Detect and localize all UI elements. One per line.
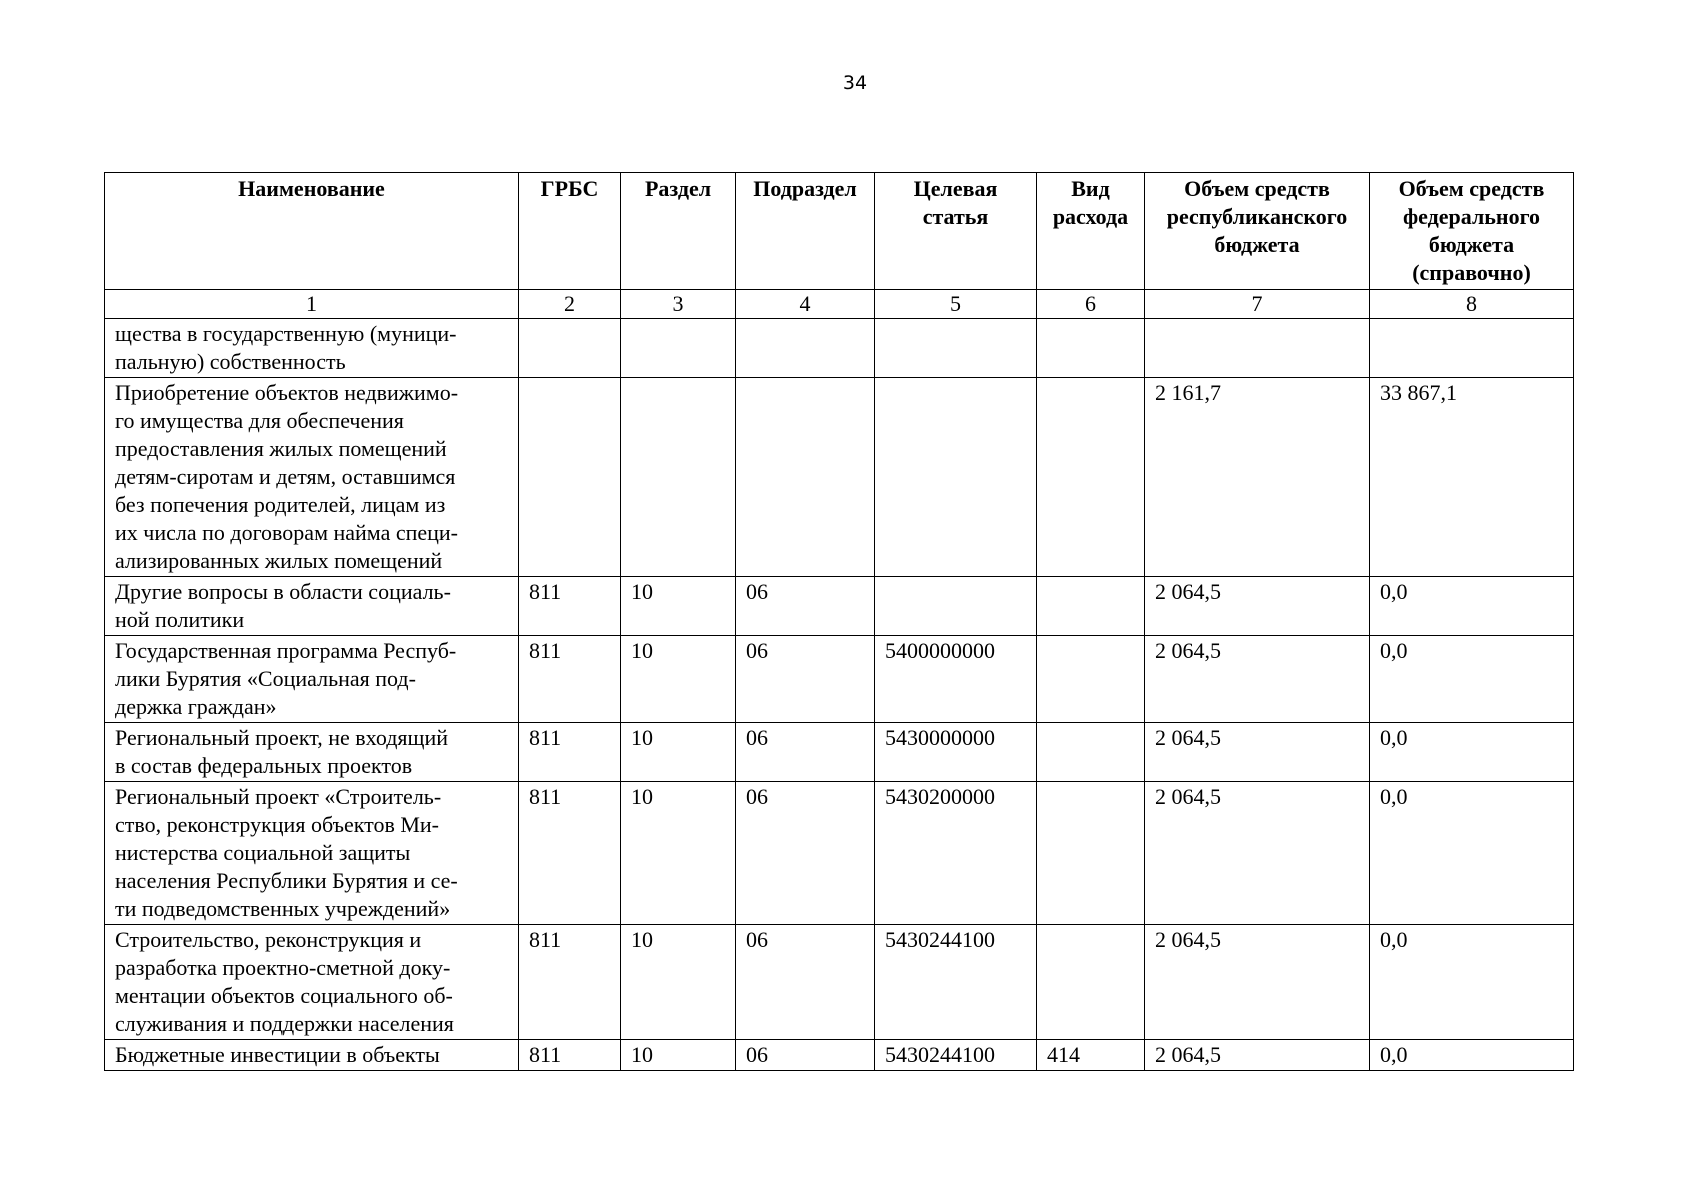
row-name-cell: Региональный проект, не входящий в состав федеральных проектов — [105, 723, 519, 782]
header-celevaya-statya: Целевая статья — [875, 173, 1037, 290]
table-row — [105, 319, 1574, 378]
row-podrazdel-cell: 06 — [736, 636, 875, 723]
row-vid-cell — [1037, 636, 1145, 723]
row-vid-cell — [1037, 925, 1145, 1040]
table-row — [105, 577, 1574, 636]
row-vid-cell — [1037, 782, 1145, 925]
row-razdel-cell: 10 — [621, 782, 736, 925]
row-rep-budget-cell: 2 064,5 — [1145, 577, 1370, 636]
row-vid-cell — [1037, 319, 1145, 378]
row-razdel-cell: 10 — [621, 723, 736, 782]
table-row — [105, 782, 1574, 925]
row-rep-budget-cell: 2 064,5 — [1145, 723, 1370, 782]
row-fed-budget-cell — [1370, 319, 1574, 378]
row-vid-cell — [1037, 723, 1145, 782]
row-celevaya-cell: 5400000000 — [875, 636, 1037, 723]
row-name-cell: Другие вопросы в области социаль- ной политики — [105, 577, 519, 636]
row-grbs-cell: 811 — [519, 636, 621, 723]
row-rep-budget-cell: 2 064,5 — [1145, 636, 1370, 723]
column-number: 1 — [105, 290, 519, 319]
row-podrazdel-cell: 06 — [736, 925, 875, 1040]
table-row — [105, 1040, 1574, 1071]
header-name: Наименование — [105, 173, 519, 290]
column-numbers-row — [105, 290, 1574, 319]
row-razdel-cell: 10 — [621, 1040, 736, 1071]
header-podrazdel: Подраздел — [736, 173, 875, 290]
row-celevaya-cell — [875, 577, 1037, 636]
row-rep-budget-cell: 2 064,5 — [1145, 925, 1370, 1040]
row-fed-budget-cell: 0,0 — [1370, 1040, 1574, 1071]
row-razdel-cell: 10 — [621, 636, 736, 723]
column-number: 8 — [1370, 290, 1574, 319]
row-vid-cell — [1037, 378, 1145, 577]
row-celevaya-cell — [875, 378, 1037, 577]
row-razdel-cell — [621, 378, 736, 577]
header-rep-budget: Объем средств республиканского бюджета — [1145, 173, 1370, 290]
row-celevaya-cell: 5430244100 — [875, 1040, 1037, 1071]
header-vid-raskhoda: Вид расхода — [1037, 173, 1145, 290]
row-celevaya-cell: 5430200000 — [875, 782, 1037, 925]
row-razdel-cell: 10 — [621, 925, 736, 1040]
row-rep-budget-cell: 2 161,7 — [1145, 378, 1370, 577]
row-podrazdel-cell — [736, 319, 875, 378]
table-row — [105, 636, 1574, 723]
row-celevaya-cell — [875, 319, 1037, 378]
row-name-cell: Приобретение объектов недвижимо- го имущества для обеспечения предоставления жилых помещений детям-сиротам и детям, оставшимся без попечения родителей, лицам из их числа по договорам найма специ- ализированных жилых помещений — [105, 378, 519, 577]
row-grbs-cell: 811 — [519, 723, 621, 782]
row-grbs-cell: 811 — [519, 782, 621, 925]
row-vid-cell: 414 — [1037, 1040, 1145, 1071]
row-podrazdel-cell: 06 — [736, 782, 875, 925]
row-fed-budget-cell: 0,0 — [1370, 782, 1574, 925]
header-row — [105, 173, 1574, 290]
row-rep-budget-cell: 2 064,5 — [1145, 782, 1370, 925]
row-fed-budget-cell: 0,0 — [1370, 577, 1574, 636]
row-razdel-cell: 10 — [621, 577, 736, 636]
header-grbs: ГРБС — [519, 173, 621, 290]
row-podrazdel-cell: 06 — [736, 1040, 875, 1071]
row-podrazdel-cell: 06 — [736, 723, 875, 782]
row-name-cell: Строительство, реконструкция и разработка проектно-сметной доку- ментации объектов социального об- служивания и поддержки населения — [105, 925, 519, 1040]
row-name-cell: Государственная программа Респуб- лики Бурятия «Социальная под- держка граждан» — [105, 636, 519, 723]
header-razdel: Раздел — [621, 173, 736, 290]
row-podrazdel-cell — [736, 378, 875, 577]
budget-table — [104, 172, 1574, 1071]
table-row — [105, 925, 1574, 1040]
column-number: 6 — [1037, 290, 1145, 319]
row-grbs-cell: 811 — [519, 1040, 621, 1071]
row-fed-budget-cell: 0,0 — [1370, 636, 1574, 723]
row-rep-budget-cell — [1145, 319, 1370, 378]
header-fed-budget: Объем средств федерального бюджета (справочно) — [1370, 173, 1574, 290]
column-number: 4 — [736, 290, 875, 319]
row-celevaya-cell: 5430000000 — [875, 723, 1037, 782]
row-razdel-cell — [621, 319, 736, 378]
row-fed-budget-cell: 0,0 — [1370, 925, 1574, 1040]
row-vid-cell — [1037, 577, 1145, 636]
row-name-cell: щества в государственную (муници- пальную) собственность — [105, 319, 519, 378]
row-fed-budget-cell: 33 867,1 — [1370, 378, 1574, 577]
column-number: 3 — [621, 290, 736, 319]
row-fed-budget-cell: 0,0 — [1370, 723, 1574, 782]
row-grbs-cell — [519, 378, 621, 577]
row-celevaya-cell: 5430244100 — [875, 925, 1037, 1040]
row-name-cell: Региональный проект «Строитель- ство, реконструкция объектов Ми- нистерства социальной защиты населения Республики Бурятия и се- ти подведомственных учреждений» — [105, 782, 519, 925]
table-row — [105, 378, 1574, 577]
row-podrazdel-cell: 06 — [736, 577, 875, 636]
column-number: 2 — [519, 290, 621, 319]
page-number: 34 — [842, 72, 868, 94]
column-number: 7 — [1145, 290, 1370, 319]
row-grbs-cell: 811 — [519, 925, 621, 1040]
row-name-cell: Бюджетные инвестиции в объекты — [105, 1040, 519, 1071]
row-rep-budget-cell: 2 064,5 — [1145, 1040, 1370, 1071]
row-grbs-cell: 811 — [519, 577, 621, 636]
table-row — [105, 723, 1574, 782]
row-grbs-cell — [519, 319, 621, 378]
column-number: 5 — [875, 290, 1037, 319]
